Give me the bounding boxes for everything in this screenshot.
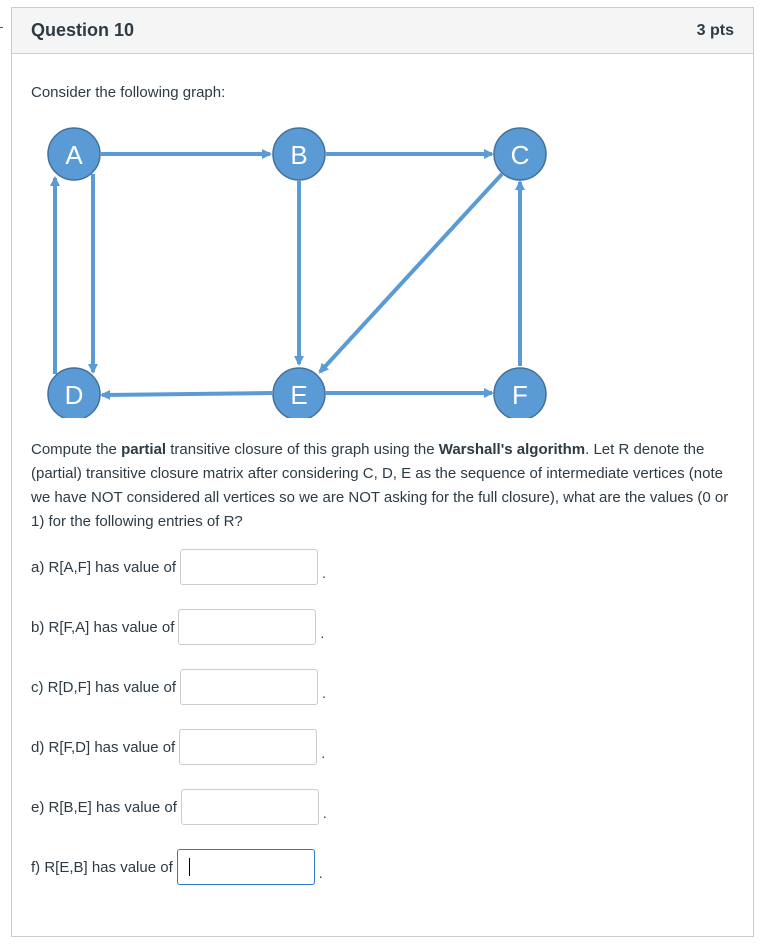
answer-row-c xyxy=(31,668,326,706)
answer-label-b: b) R[F,A] has value of xyxy=(31,618,175,636)
answer-input-d[interactable] xyxy=(179,729,317,765)
answer-period-e: . xyxy=(322,805,327,821)
answer-input-b[interactable] xyxy=(178,609,316,645)
node-c-label: C xyxy=(510,140,530,170)
question-points: 3 pts xyxy=(696,21,734,39)
prompt-text-3: . Let R denote the (partial) transitive closure matrix after considering C, D, E as the sequence of intermediate vertices (note we have NOT considered all vertices so we are NOT asking for the full closure), what are the values (0 or 1) for the following entries of R? xyxy=(31,441,729,530)
prompt-text-1: Compute the xyxy=(31,441,122,458)
question-card xyxy=(11,7,754,937)
answer-input-a[interactable] xyxy=(180,549,318,585)
edge-c-e xyxy=(320,174,502,372)
node-e-label: E xyxy=(290,380,308,410)
answer-period-a: . xyxy=(322,565,326,581)
answer-label-a: a) R[A,F] has value of xyxy=(31,558,177,576)
node-b-label: B xyxy=(290,140,308,170)
node-d-label: D xyxy=(64,380,84,410)
node-a xyxy=(48,128,100,180)
intro-text: Consider the following graph: xyxy=(31,84,226,101)
prompt-bold-partial: partial xyxy=(121,441,167,458)
edge-e-d xyxy=(102,393,272,395)
node-c xyxy=(494,128,546,180)
node-f xyxy=(494,368,546,418)
answer-row-b xyxy=(31,608,324,646)
answer-label-e: e) R[B,E] has value of xyxy=(31,798,177,816)
node-f-label: F xyxy=(512,380,528,410)
text-cursor xyxy=(189,858,190,876)
node-e xyxy=(273,368,325,418)
answer-input-e[interactable] xyxy=(181,789,319,825)
answer-row-f xyxy=(31,848,323,886)
node-d xyxy=(48,368,100,418)
answer-label-d: d) R[F,D] has value of xyxy=(31,738,176,756)
node-b xyxy=(273,128,325,180)
answer-row-d xyxy=(31,728,325,766)
answer-period-f: . xyxy=(318,865,323,881)
prompt-bold-warshall: Warshall's algorithm xyxy=(438,441,586,458)
answer-period-b: . xyxy=(320,625,325,641)
graph-diagram xyxy=(12,118,753,418)
node-a-label: A xyxy=(65,140,83,170)
question-header xyxy=(12,8,753,54)
answer-row-a xyxy=(31,548,326,586)
answer-period-c: . xyxy=(322,685,326,701)
answer-period-d: . xyxy=(321,745,326,761)
answer-row-e xyxy=(31,788,327,826)
question-prompt xyxy=(31,438,743,534)
answer-input-c[interactable] xyxy=(180,669,318,705)
prompt-text-2: transitive closure of this graph using the xyxy=(166,441,439,458)
page-edge-marker xyxy=(0,27,3,28)
question-title: Question 10 xyxy=(31,20,135,40)
answer-input-f[interactable] xyxy=(177,849,315,885)
answer-label-f: f) R[E,B] has value of xyxy=(31,858,173,876)
answer-label-c: c) R[D,F] has value of xyxy=(31,678,177,696)
